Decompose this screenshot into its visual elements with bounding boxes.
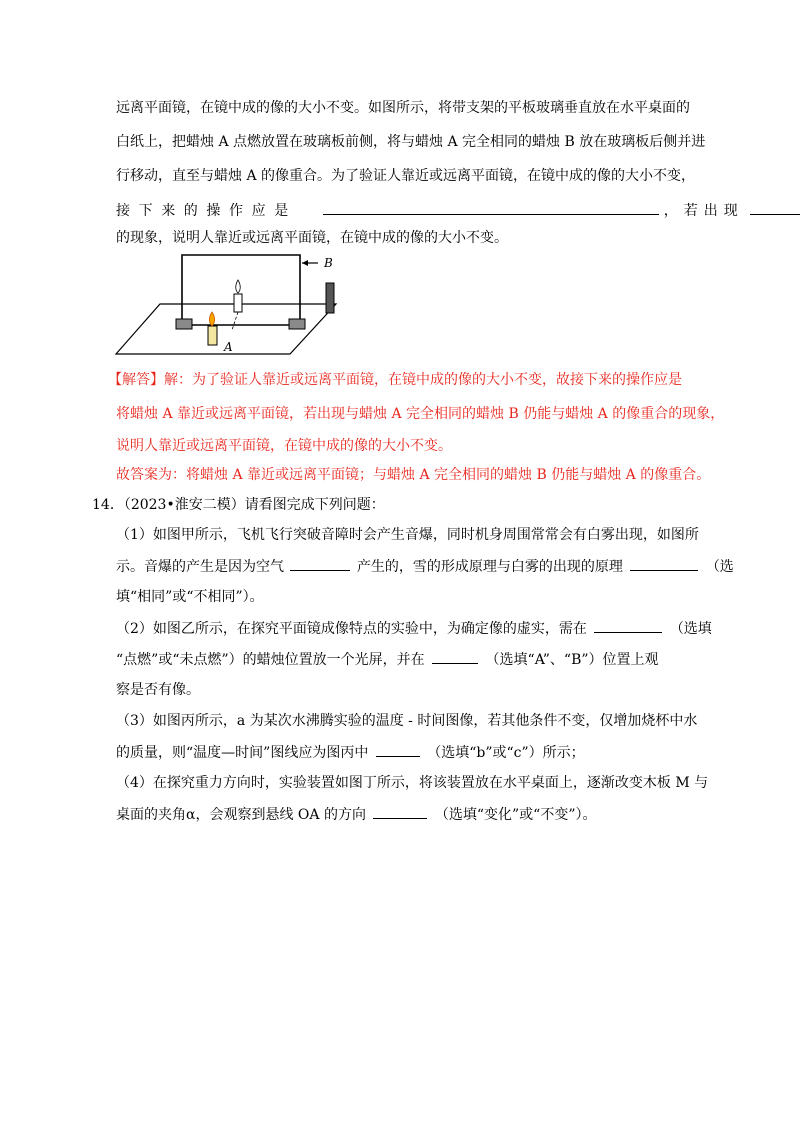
question-text-line [116, 200, 800, 221]
question-text: （选 [705, 559, 734, 575]
right-stand [289, 319, 305, 329]
question-header: 14．（2023•淮安二模）请看图完成下列问题： [92, 497, 385, 513]
candle-b-image [234, 294, 242, 312]
answer-line: 将蜡烛 A 靠近或远离平面镜，若出现与蜡烛 A 完全相同的蜡烛 B 仍能与蜡烛 A 的像重合的现象， [116, 406, 725, 422]
question-text: （选填“A”、“B”）位置上观 [485, 652, 659, 668]
question-text: 桌面的夹角α，会观察到悬线 OA 的方向 [116, 807, 366, 823]
question-text-line: 察是否有像。 [116, 682, 200, 698]
candle-b [326, 283, 334, 313]
answer-line: 说明人靠近或远离平面镜，在镜中成的像的大小不变。 [116, 438, 452, 454]
question-text: （选填 [669, 621, 712, 637]
answer-blank[interactable] [373, 804, 427, 819]
question-text-line: （1）如图甲所示，飞机飞行突破音障时会产生音爆，同时机身周围常常会有白雾出现，如图所 [116, 527, 699, 543]
question-text-line: 行移动，直至与蜡烛 A 的像重合。为了验证人靠近或远离平面镜，在镜中成的像的大小不变， [116, 168, 696, 184]
question-text-line: （3）如图丙所示，a 为某次水沸腾实验的温度 - 时间图像，若其他条件不变，仅增加烧杯中水 [116, 713, 698, 729]
question-text-line [116, 556, 734, 577]
answer-blank[interactable] [323, 200, 659, 215]
candle-a [208, 326, 217, 345]
answer-blank[interactable] [432, 649, 478, 664]
question-text-line: 白纸上，把蜡烛 A 点燃放置在玻璃板前侧，将与蜡烛 A 完全相同的蜡烛 B 放在玻璃板后侧并进 [116, 134, 706, 150]
answer-blank[interactable] [376, 742, 420, 757]
question-text: 示。音爆的产生是因为空气 [116, 559, 284, 575]
question-text: 接下来的操作应是 [116, 203, 297, 219]
question-text-line [116, 742, 716, 763]
question-text-line [116, 618, 716, 639]
question-text-line: 的现象，说明人靠近或远离平面镜，在镜中成的像的大小不变。 [116, 230, 508, 246]
answer-text: 解：为了验证人靠近或远离平面镜，在镜中成的像的大小不变，故接下来的操作应是 [164, 372, 682, 388]
label-b: B [324, 256, 333, 270]
answer-line [108, 370, 716, 390]
flame-image-icon [236, 280, 241, 293]
arrow-head-icon [302, 260, 308, 266]
answer-blank[interactable] [290, 556, 350, 571]
question-text-line: 填“相同”或“不相同”）。 [116, 589, 264, 605]
question-text: ，若出现 [663, 203, 744, 219]
question-text: （选填“变化”或“不变”）。 [434, 807, 597, 823]
flame-icon [209, 312, 214, 326]
dashed-guide [232, 312, 238, 330]
answer-line: 故答案为：将蜡烛 A 靠近或远离平面镜；与蜡烛 A 完全相同的蜡烛 B 仍能与蜡烛 A 的像重合。 [116, 467, 711, 483]
glass-frame [182, 255, 300, 323]
question-text: “点燃”或“未点燃”）的蜡烛位置放一个光屏，并在 [116, 652, 425, 668]
question-text-line: 远离平面镜，在镜中成的像的大小不变。如图所示，将带支架的平板玻璃垂直放在水平桌面的 [116, 100, 690, 116]
question-text: （选填“b”或“c”）所示； [427, 745, 585, 761]
question-text-line [116, 804, 716, 825]
question-text: 产生的，雪的形成原理与白雾的出现的原理 [356, 559, 623, 575]
question-text: 的质量，则“温度—时间”图线应为图丙中 [116, 745, 369, 761]
left-stand [176, 319, 192, 329]
question-text: （2）如图乙所示，在探究平面镜成像特点的实验中，为确定像的虚实，需在 [116, 621, 587, 637]
answer-blank[interactable] [630, 556, 698, 571]
question-text-line [116, 649, 716, 670]
label-a: A [224, 340, 233, 354]
answer-tag: 【解答】 [108, 372, 164, 388]
plane-mirror-experiment-figure [112, 250, 352, 360]
answer-blank[interactable] [750, 200, 800, 215]
answer-blank[interactable] [594, 618, 662, 633]
question-text-line: （4）在探究重力方向时，实验装置如图丁所示，将该装置放在水平桌面上，逐渐改变木板 M 与 [116, 775, 709, 791]
